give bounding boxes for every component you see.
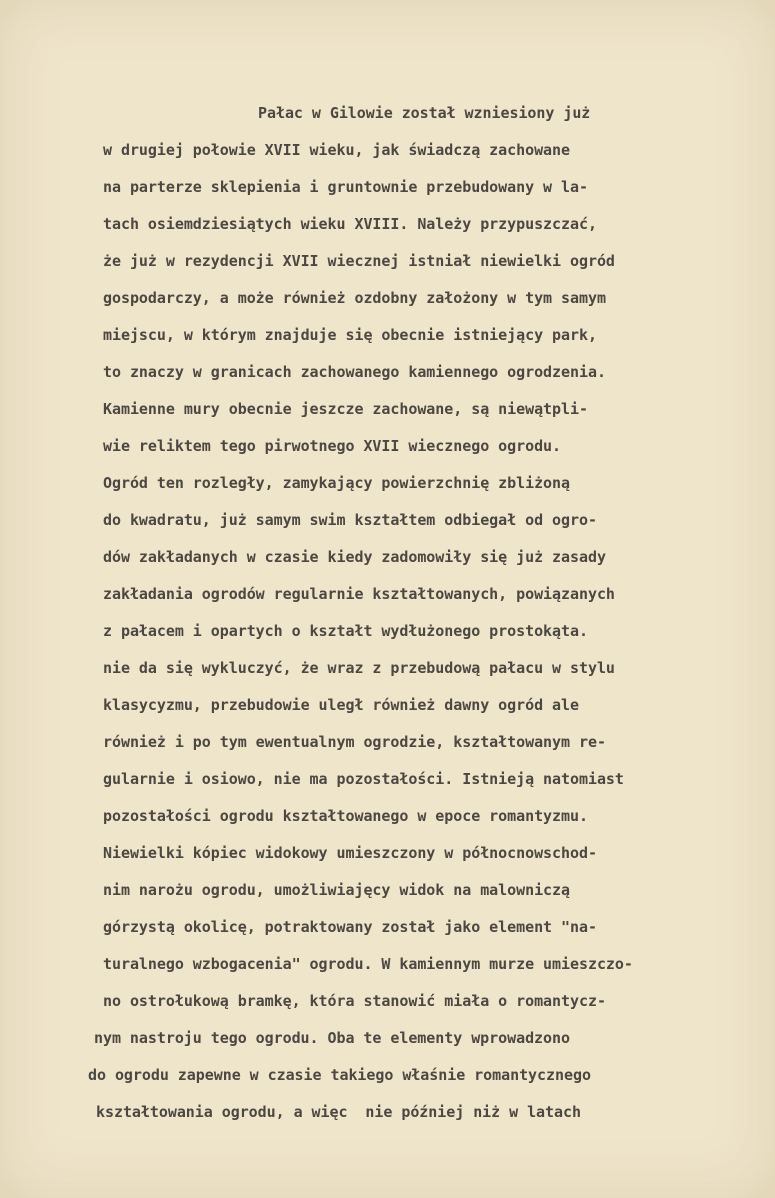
- text-line: klasycyzmu, przebudowie uległ również dawny ogród ale: [103, 696, 579, 714]
- text-line: gularnie i osiowo, nie ma pozostałości. Istnieją natomiast: [103, 770, 624, 788]
- text-line: z pałacem i opartych o kształt wydłużonego prostokąta.: [103, 622, 588, 640]
- text-line: to znaczy w granicach zachowanego kamiennego ogrodzenia.: [103, 363, 606, 381]
- text-line: Niewielki kópiec widokowy umieszczony w północnowschod-: [103, 844, 597, 862]
- text-line: tach osiemdziesiątych wieku XVIII. Należy przypuszczać,: [103, 215, 597, 233]
- text-line: Kamienne mury obecnie jeszcze zachowane, są niewątpli-: [103, 400, 588, 418]
- text-line: na parterze sklepienia i gruntownie przebudowany w la-: [103, 178, 588, 196]
- text-line: pozostałości ogrodu kształtowanego w epoce romantyzmu.: [103, 807, 588, 825]
- text-line: Pałac w Gilowie został wzniesiony już: [258, 104, 591, 122]
- text-line: Ogród ten rozległy, zamykający powierzchnię zbliżoną: [103, 474, 571, 492]
- text-line: do kwadratu, już samym swim kształtem odbiegał od ogro-: [103, 511, 597, 529]
- text-line: no ostrołukową bramkę, która stanowić miała o romantycz-: [103, 992, 606, 1010]
- text-line: że już w rezydencji XVII wiecznej istniał niewielki ogród: [103, 252, 615, 270]
- text-line: turalnego wzbogacenia" ogrodu. W kamiennym murze umieszczo-: [103, 955, 633, 973]
- text-line: górzystą okolicę, potraktowany został jako element "na-: [103, 918, 597, 936]
- text-line: nim narożu ogrodu, umożliwiajęcy widok na malowniczą: [103, 881, 571, 899]
- text-line: kształtowania ogrodu, a więc nie później niż w latach: [96, 1103, 581, 1121]
- text-line: miejscu, w którym znajduje się obecnie istniejący park,: [103, 326, 597, 344]
- text-line: do ogrodu zapewne w czasie takiego właśnie romantycznego: [88, 1066, 591, 1084]
- text-line: nym nastroju tego ogrodu. Oba te elementy wprowadzono: [94, 1029, 570, 1047]
- text-line: gospodarczy, a może również ozdobny założony w tym samym: [103, 289, 606, 307]
- text-line: zakładania ogrodów regularnie kształtowanych, powiązanych: [103, 585, 615, 603]
- text-line: w drugiej połowie XVII wieku, jak świadczą zachowane: [103, 141, 571, 159]
- text-line: również i po tym ewentualnym ogrodzie, kształtowanym re-: [103, 733, 606, 751]
- text-line: dów zakładanych w czasie kiedy zadomowiły się już zasady: [103, 548, 606, 566]
- text-line: nie da się wykluczyć, że wraz z przebudową pałacu w stylu: [103, 659, 615, 677]
- text-line: wie reliktem tego pirwotnego XVII wiecznego ogrodu.: [103, 437, 562, 455]
